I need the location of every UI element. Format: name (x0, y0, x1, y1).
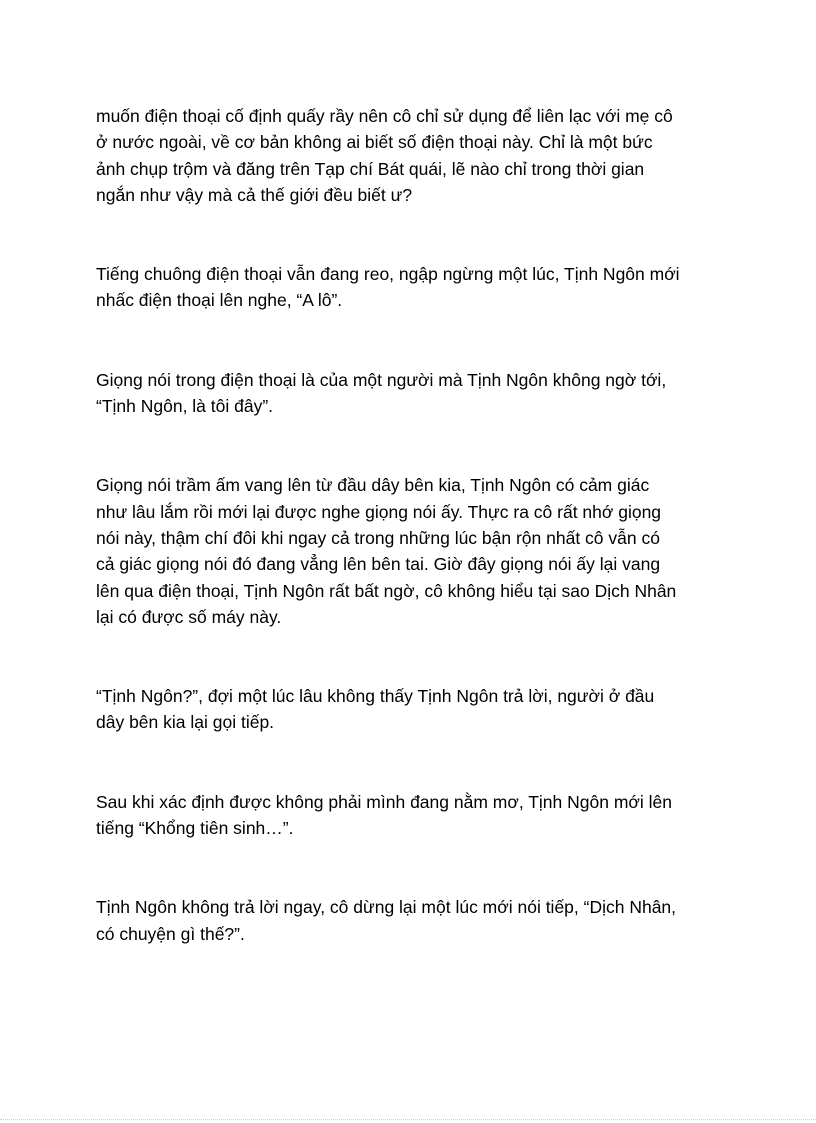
text-line: “Tịnh Ngôn?”, đợi một lúc lâu không thấy Tịnh Ngôn trả lời, người ở đầu (96, 686, 655, 707)
text-line: nói này, thậm chí đôi khi ngay cả trong những lúc bận rộn nhất cô vẫn có (96, 527, 660, 548)
text-line: lại có được số máy này. (96, 606, 282, 627)
paragraph-1 (96, 103, 736, 208)
text-line: tiếng “Khổng tiên sinh…”. (96, 818, 294, 839)
text-line: Sau khi xác định được không phải mình đang nằm mơ, Tịnh Ngôn mới lên (96, 791, 672, 812)
text-line: dây bên kia lại gọi tiếp. (96, 712, 275, 733)
paragraph-2 (96, 261, 736, 314)
text-line: nhấc điện thoại lên nghe, “A lô”. (96, 290, 343, 311)
page-bottom-divider (0, 1119, 816, 1120)
text-line: ngắn như vậy mà cả thế giới đều biết ư? (96, 184, 413, 205)
text-line: ở nước ngoài, về cơ bản không ai biết số điện thoại này. Chỉ là một bức (96, 132, 653, 153)
text-line: muốn điện thoại cố định quấy rầy nên cô chỉ sử dụng để liên lạc với mẹ cô (96, 106, 673, 126)
paragraph-3 (96, 367, 736, 420)
text-line: cả giác giọng nói đó đang vẳng lên bên tai. Giờ đây giọng nói ấy lại vang (96, 554, 661, 575)
paragraph-5 (96, 683, 736, 736)
text-line: lên qua điện thoại, Tịnh Ngôn rất bất ngờ, cô không hiểu tại sao Dịch Nhân (96, 580, 677, 601)
paragraph-4 (96, 472, 736, 630)
paragraph-6 (96, 789, 736, 842)
paragraph-7 (96, 894, 736, 947)
text-line: có chuyện gì thế?”. (96, 923, 245, 944)
text-line: Tiếng chuông điện thoại vẫn đang reo, ngập ngừng một lúc, Tịnh Ngôn mới (96, 264, 680, 285)
text-line: Giọng nói trong điện thoại là của một người mà Tịnh Ngôn không ngờ tới, (96, 369, 667, 390)
document-body (96, 103, 736, 947)
text-line: như lâu lắm rồi mới lại được nghe giọng nói ấy. Thực ra cô rất nhớ giọng (96, 501, 662, 522)
text-line: ảnh chụp trộm và đăng trên Tạp chí Bát quái, lẽ nào chỉ trong thời gian (96, 158, 645, 179)
text-line: Tịnh Ngôn không trả lời ngay, cô dừng lại một lúc mới nói tiếp, “Dịch Nhân, (96, 897, 677, 918)
text-line: “Tịnh Ngôn, là tôi đây”. (96, 396, 274, 417)
text-line: Giọng nói trầm ấm vang lên từ đầu dây bên kia, Tịnh Ngôn có cảm giác (96, 475, 650, 496)
